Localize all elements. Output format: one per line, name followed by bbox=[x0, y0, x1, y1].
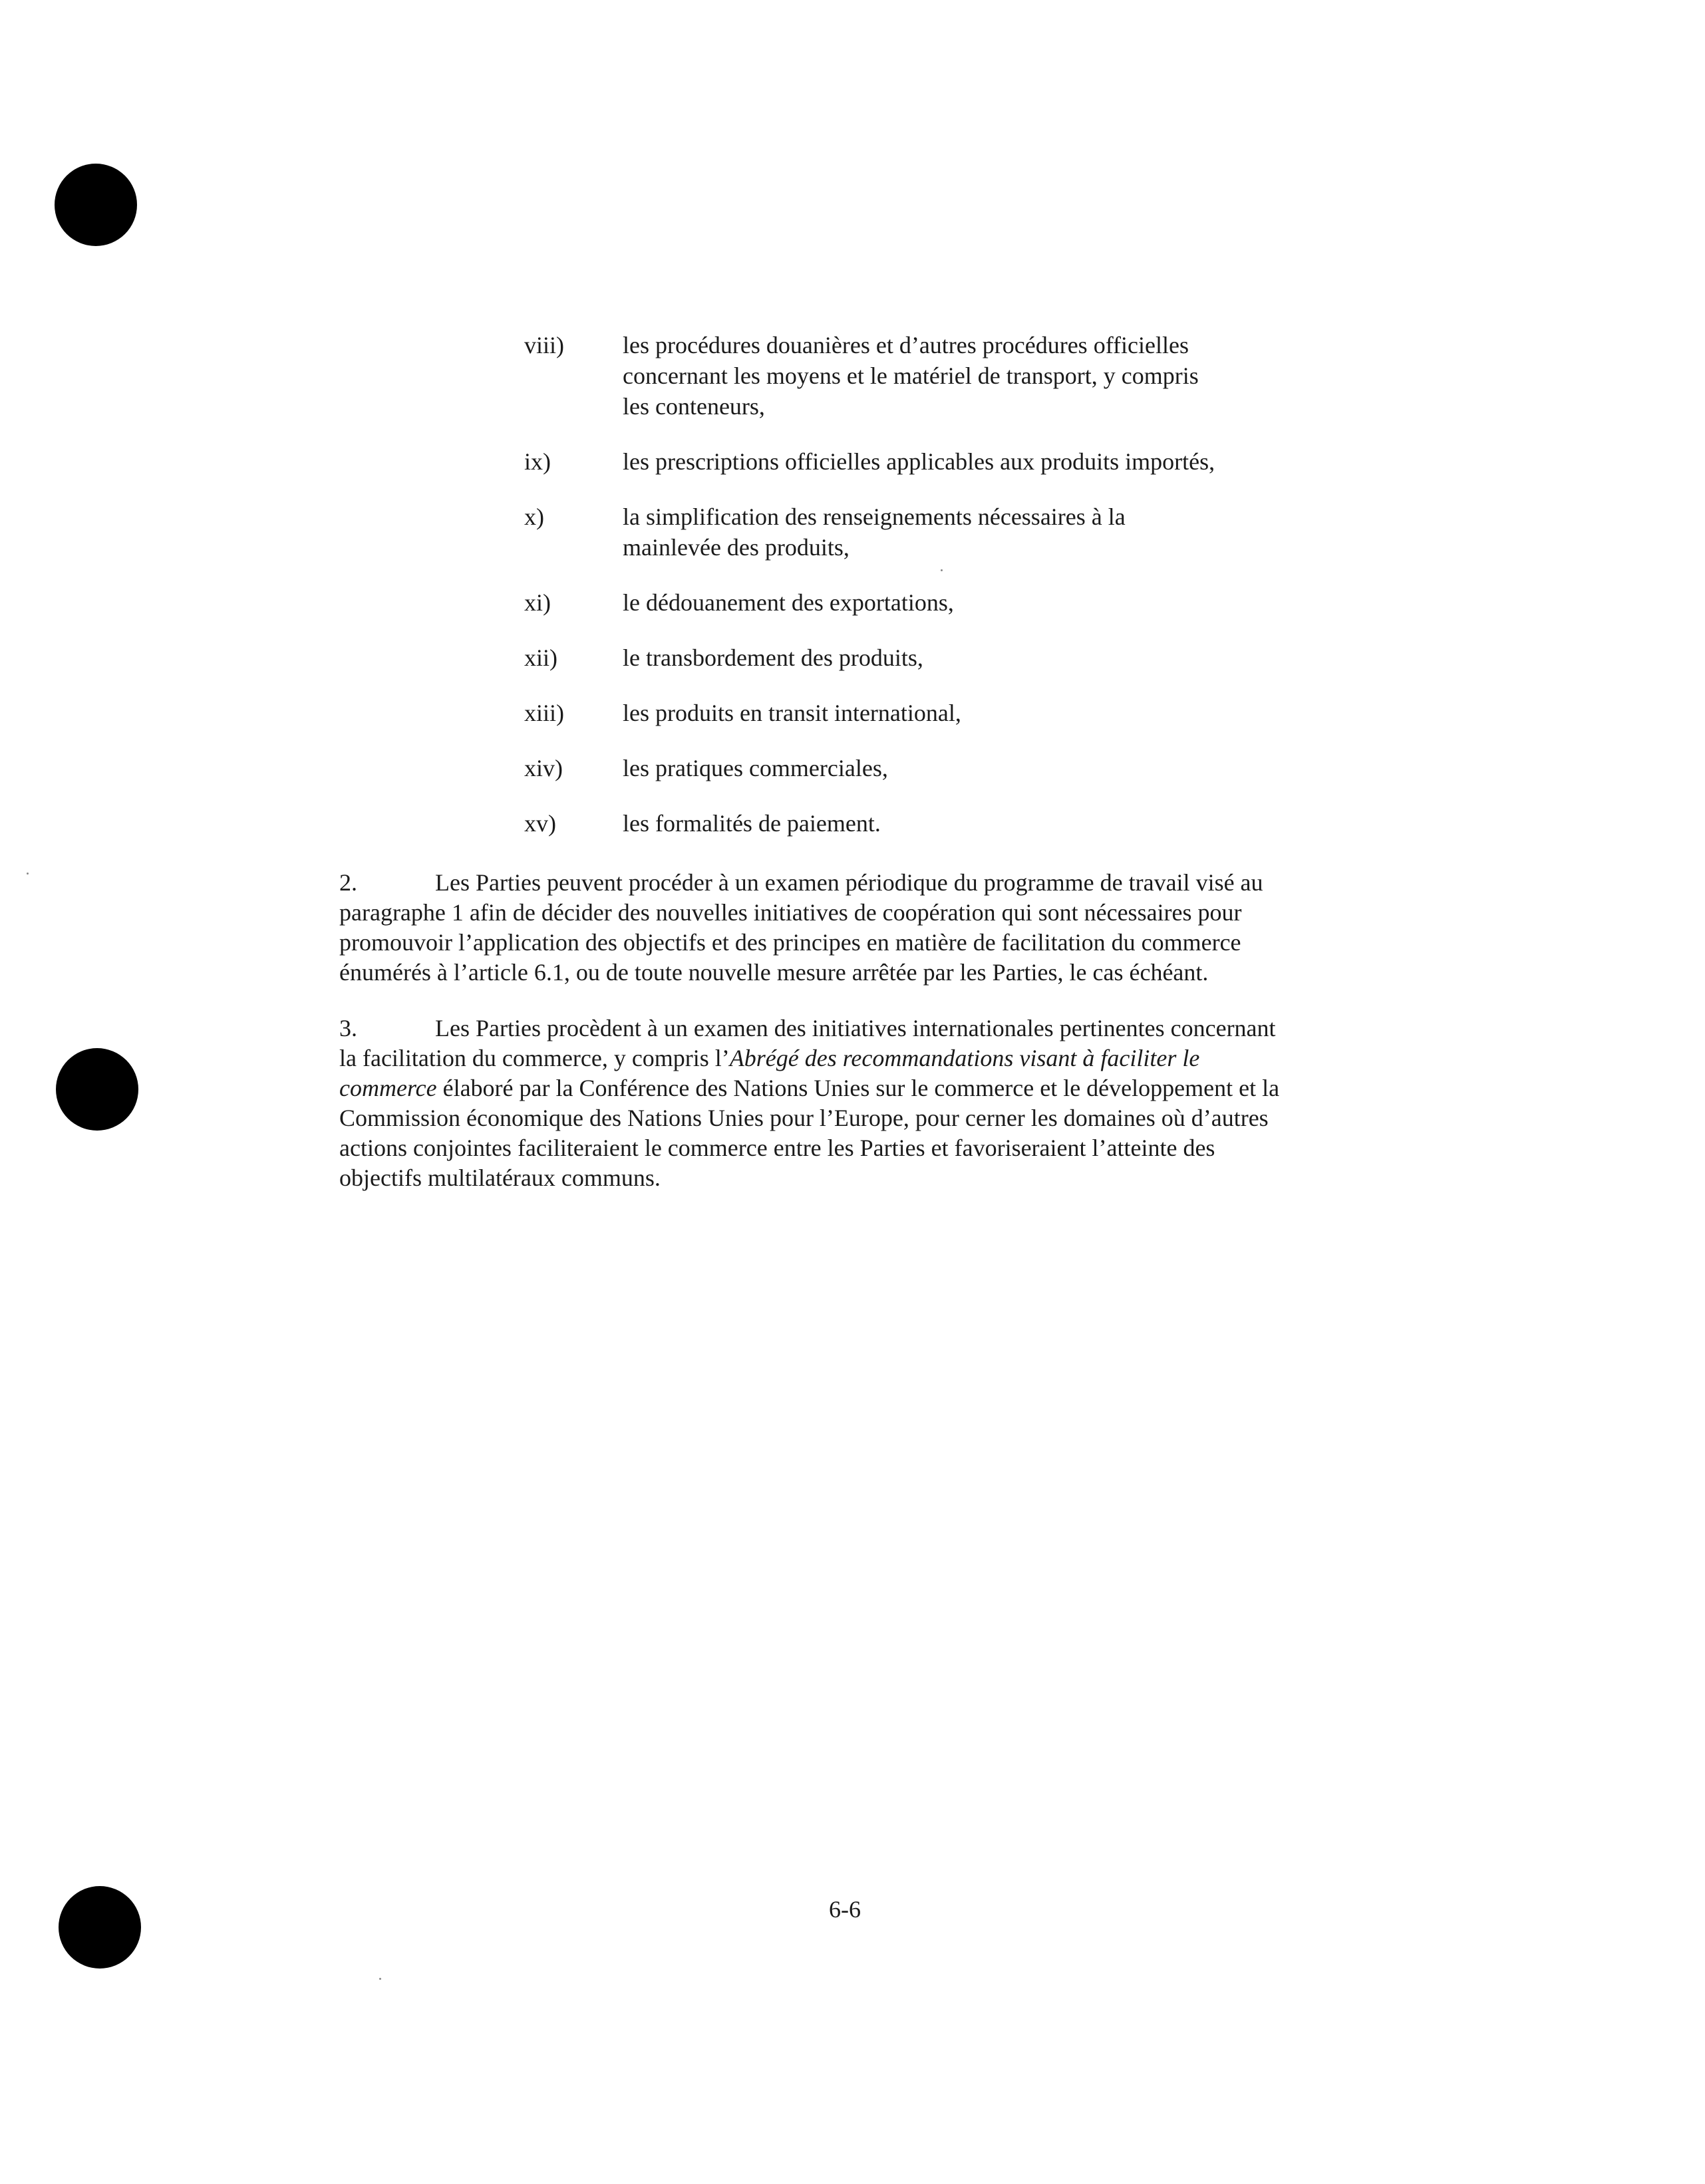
list-item bbox=[524, 642, 1356, 673]
scan-speck bbox=[27, 873, 29, 875]
enumerated-list bbox=[524, 330, 1356, 863]
list-item bbox=[524, 446, 1356, 477]
list-item-text bbox=[623, 330, 1354, 422]
list-item-text bbox=[623, 698, 1354, 728]
paragraph-line: énumérés à l’article 6.1, ou de toute nouvelle mesure arrêtée par les Parties, le cas échéant. bbox=[339, 959, 1209, 986]
paragraph-text: élaboré par la Conférence des Nations Unies sur le commerce et le développement et la bbox=[436, 1075, 1280, 1101]
list-item bbox=[524, 501, 1356, 563]
list-item-number: xv) bbox=[524, 810, 556, 837]
list-item-line: les procédures douanières et d’autres procédures officielles bbox=[623, 332, 1189, 358]
list-item-line: concernant les moyens et le matériel de transport, y compris bbox=[623, 362, 1199, 389]
paragraph-2 bbox=[339, 868, 1384, 988]
paragraph-number: 3. bbox=[339, 1015, 357, 1041]
paragraph-line: Les Parties peuvent procéder à un examen périodique du programme de travail visé au bbox=[435, 869, 1263, 896]
list-item-text bbox=[623, 808, 1354, 839]
paragraph-number: 2. bbox=[339, 869, 357, 896]
list-item-line: les conteneurs, bbox=[623, 393, 765, 420]
document-title-italic: Abrégé des recommandations visant à faciliter le bbox=[729, 1045, 1200, 1071]
list-item-line: les pratiques commerciales, bbox=[623, 755, 888, 781]
list-item-text bbox=[623, 753, 1354, 783]
paragraph-line: paragraphe 1 afin de décider des nouvelles initiatives de coopération qui sont nécessaires pour bbox=[339, 899, 1242, 926]
list-item-line: les formalités de paiement. bbox=[623, 810, 881, 837]
list-item-number: xiv) bbox=[524, 755, 563, 781]
list-item-text bbox=[623, 642, 1354, 673]
punch-hole bbox=[59, 1886, 141, 1969]
list-item-line: mainlevée des produits, bbox=[623, 534, 850, 561]
list-item-number: ix) bbox=[524, 448, 551, 475]
list-item-text bbox=[623, 446, 1354, 477]
paragraph-line: Les Parties procèdent à un examen des initiatives internationales pertinentes concernant bbox=[435, 1015, 1276, 1041]
paragraph-line: Commission économique des Nations Unies pour l’Europe, pour cerner les domaines où d’autres bbox=[339, 1105, 1269, 1131]
page-number: 6-6 bbox=[829, 1896, 861, 1923]
list-item-text bbox=[623, 587, 1354, 618]
punch-hole bbox=[55, 164, 137, 246]
punch-hole bbox=[56, 1048, 138, 1131]
list-item-text bbox=[623, 501, 1354, 563]
list-item-line: les produits en transit international, bbox=[623, 700, 961, 726]
document-title-italic: commerce bbox=[339, 1075, 437, 1101]
paragraph-line: promouvoir l’application des objectifs et des principes en matière de facilitation du commerce bbox=[339, 929, 1241, 956]
list-item-line: la simplification des renseignements nécessaires à la bbox=[623, 503, 1126, 530]
list-item bbox=[524, 330, 1356, 422]
paragraph-text: la facilitation du commerce, y compris l’ bbox=[339, 1045, 730, 1071]
list-item-number: x) bbox=[524, 503, 544, 530]
list-item bbox=[524, 753, 1356, 783]
list-item-number: xi) bbox=[524, 589, 551, 616]
list-item-number: xii) bbox=[524, 644, 557, 671]
list-item-number: viii) bbox=[524, 332, 564, 358]
scan-speck bbox=[379, 1978, 381, 1980]
list-item bbox=[524, 587, 1356, 618]
list-item-line: les prescriptions officielles applicables aux produits importés, bbox=[623, 448, 1215, 475]
list-item bbox=[524, 698, 1356, 728]
paragraph-3 bbox=[339, 1014, 1384, 1193]
list-item-number: xiii) bbox=[524, 700, 564, 726]
list-item-line: le transbordement des produits, bbox=[623, 644, 923, 671]
list-item bbox=[524, 808, 1356, 839]
paragraph-line: actions conjointes faciliteraient le commerce entre les Parties et favoriseraient l’atteinte des bbox=[339, 1135, 1215, 1161]
paragraph-line: objectifs multilatéraux communs. bbox=[339, 1164, 661, 1191]
list-item-line: le dédouanement des exportations, bbox=[623, 589, 954, 616]
